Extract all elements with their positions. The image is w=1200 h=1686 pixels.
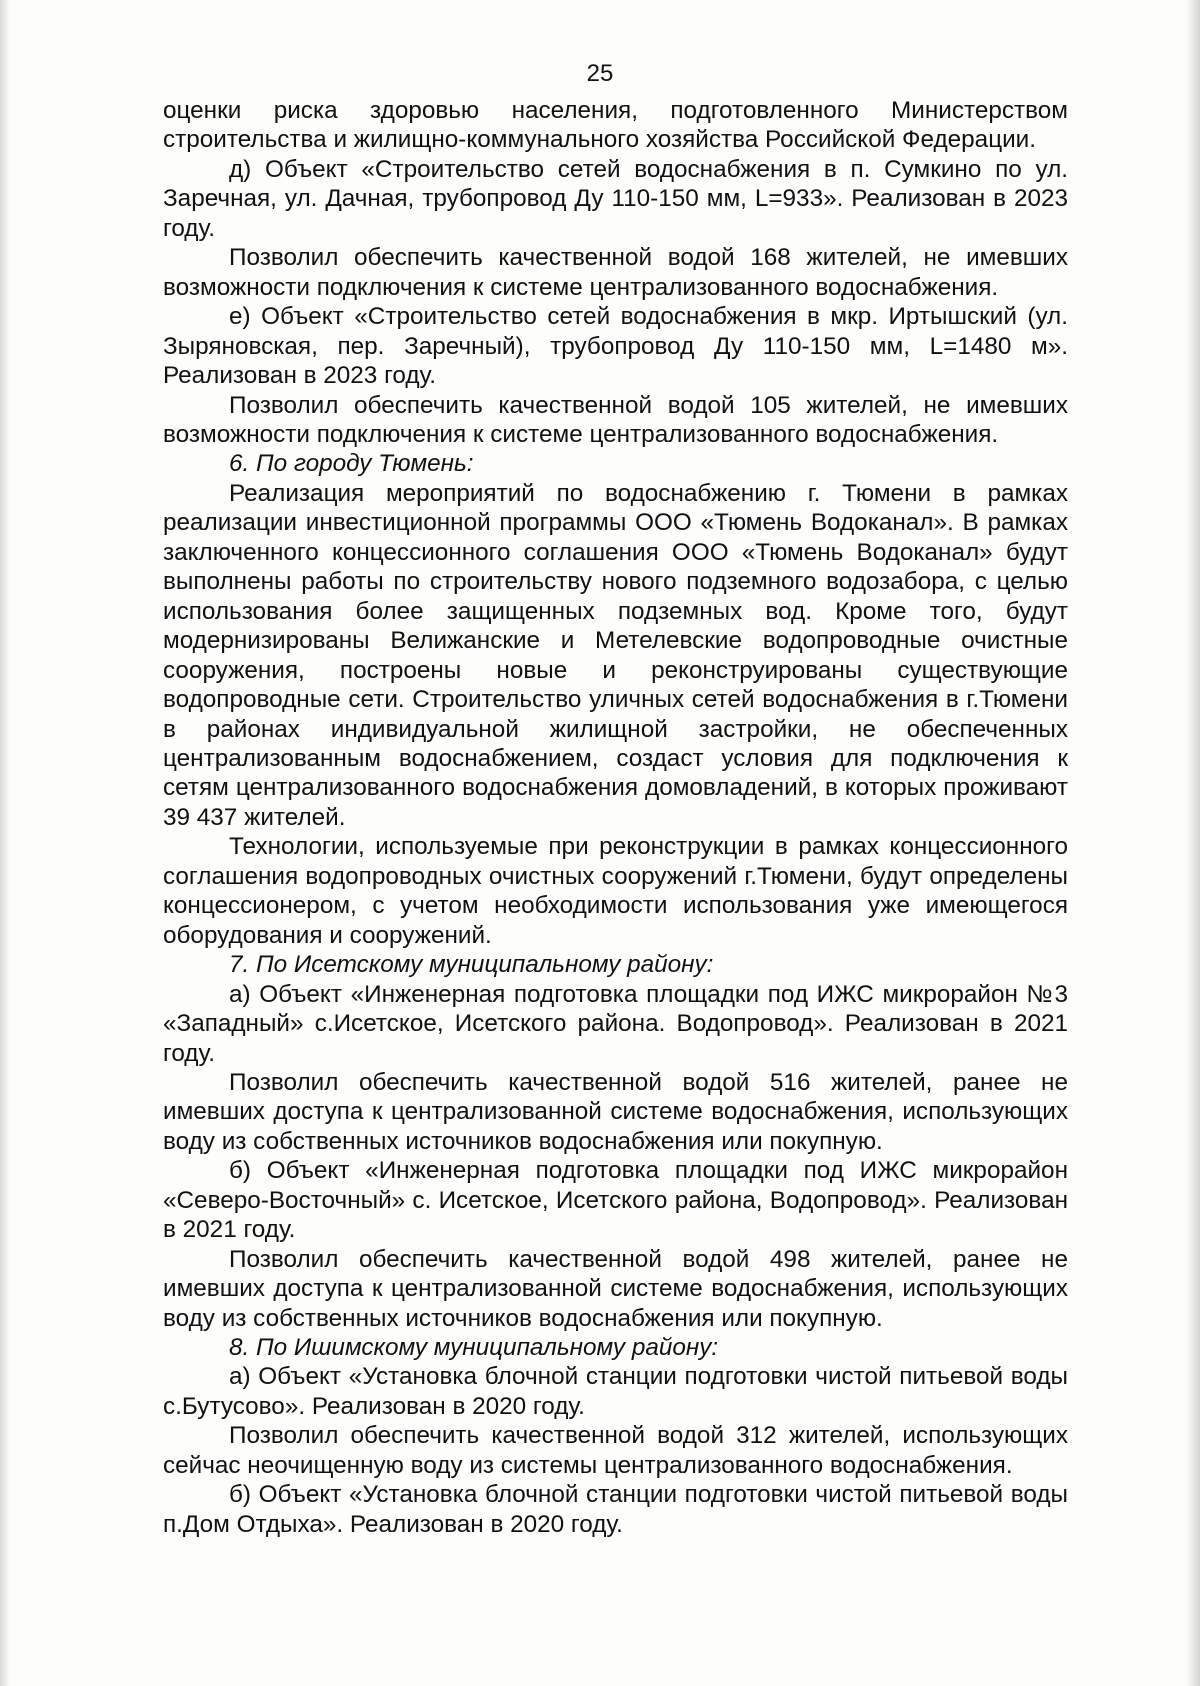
paragraph-risk-assessment: оценки риска здоровью населения, подготовленного Министерством строительства и жилищно-коммунального хозяйства Российской Федерации. [163, 97, 1068, 154]
paragraph-result-a-ishimsky: Позволил обеспечить качественной водой 312 жителей, использующих сейчас неочищенную воду из системы централизованного водоснабжения. [163, 1422, 1068, 1479]
document-body [163, 96, 1068, 1539]
paragraph-tyumen-program: Реализация мероприятий по водоснабжению г. Тюмени в рамках реализации инвестиционной программы ООО «Тюмень Водоканал». В рамках заключенного концессионного соглашения ООО «Тюмень Водоканал» будут выполнены работы по строительству нового подземного водозабора, с целью использования более защищенных подземных вод. Кроме того, будут модернизированы Велижанские и Метелевские водопроводные очистные сооружения, построены новые и реконструированы существующие водопроводные сети. Строительство уличных сетей водоснабжения в г.Тюмени в районах индивидуальной жилищной застройки, не обеспеченных централизованным водоснабжением, создаст условия для подключения к сетям централизованного водоснабжения домовладений, в которых проживают 39 437 жителей. [163, 479, 1068, 831]
paragraph-object-b-dom-otdykha: б) Объект «Установка блочной станции подготовки чистой питьевой воды п.Дом Отдыха». Реализован в 2020 году. [163, 1481, 1068, 1538]
paragraph-result-d: Позволил обеспечить качественной водой 168 жителей, не имевших возможности подключения к системе централизованного водоснабжения. [163, 244, 1068, 301]
paragraph-result-a-isetsky: Позволил обеспечить качественной водой 516 жителей, ранее не имевших доступа к централизованной системе водоснабжения, использующих воду из собственных источников водоснабжения или покупную. [163, 1068, 1068, 1155]
paragraph-object-a-zapadny: а) Объект «Инженерная подготовка площадки под ИЖС микрорайон №3 «Западный» с.Исетское, Исетского района. Водопровод». Реализован в 2021 году. [163, 980, 1068, 1067]
section-heading-ishimsky: 8. По Ишимскому муниципальному району: [229, 1334, 719, 1362]
section-heading-isetsky: 7. По Исетскому муниципальному району: [229, 951, 714, 979]
paragraph-result-e: Позволил обеспечить качественной водой 105 жителей, не имевших возможности подключения к системе централизованного водоснабжения. [163, 391, 1068, 448]
paragraph-result-b-isetsky: Позволил обеспечить качественной водой 498 жителей, ранее не имевших доступа к централизованной системе водоснабжения, использующих воду из собственных источников водоснабжения или покупную. [163, 1245, 1068, 1332]
paragraph-object-b-severo-vostochny: б) Объект «Инженерная подготовка площадки под ИЖС микрорайон «Северо-Восточный» с. Исетское, Исетского района, Водопровод». Реализован в 2021 году. [163, 1157, 1068, 1244]
scan-left-edge [0, 0, 10, 1686]
paragraph-object-a-butusovo: а) Объект «Установка блочной станции подготовки чистой питьевой воды с.Бутусово». Реализован в 2020 году. [163, 1363, 1068, 1420]
section-heading-tyumen: 6. По городу Тюмень: [229, 450, 474, 478]
page-number: 25 [586, 60, 614, 87]
paragraph-object-d-sumkino: д) Объект «Строительство сетей водоснабжения в п. Сумкино по ул. Заречная, ул. Дачная, трубопровод Ду 110-150 мм, L=933». Реализован в 2023 году. [163, 155, 1068, 242]
scan-right-edge [1186, 0, 1200, 1686]
paragraph-tyumen-technologies: Технологии, используемые при реконструкции в рамках концессионного соглашения водопроводных очистных сооружений г.Тюмени, будут определены концессионером, с учетом необходимости использования уже имеющегося оборудования и сооружений. [163, 833, 1068, 949]
paragraph-object-e-irtyshsky: е) Объект «Строительство сетей водоснабжения в мкр. Иртышский (ул. Зыряновская, пер. Заречный), трубопровод Ду 110-150 мм, L=1480 м». Реализован в 2023 году. [163, 303, 1068, 390]
